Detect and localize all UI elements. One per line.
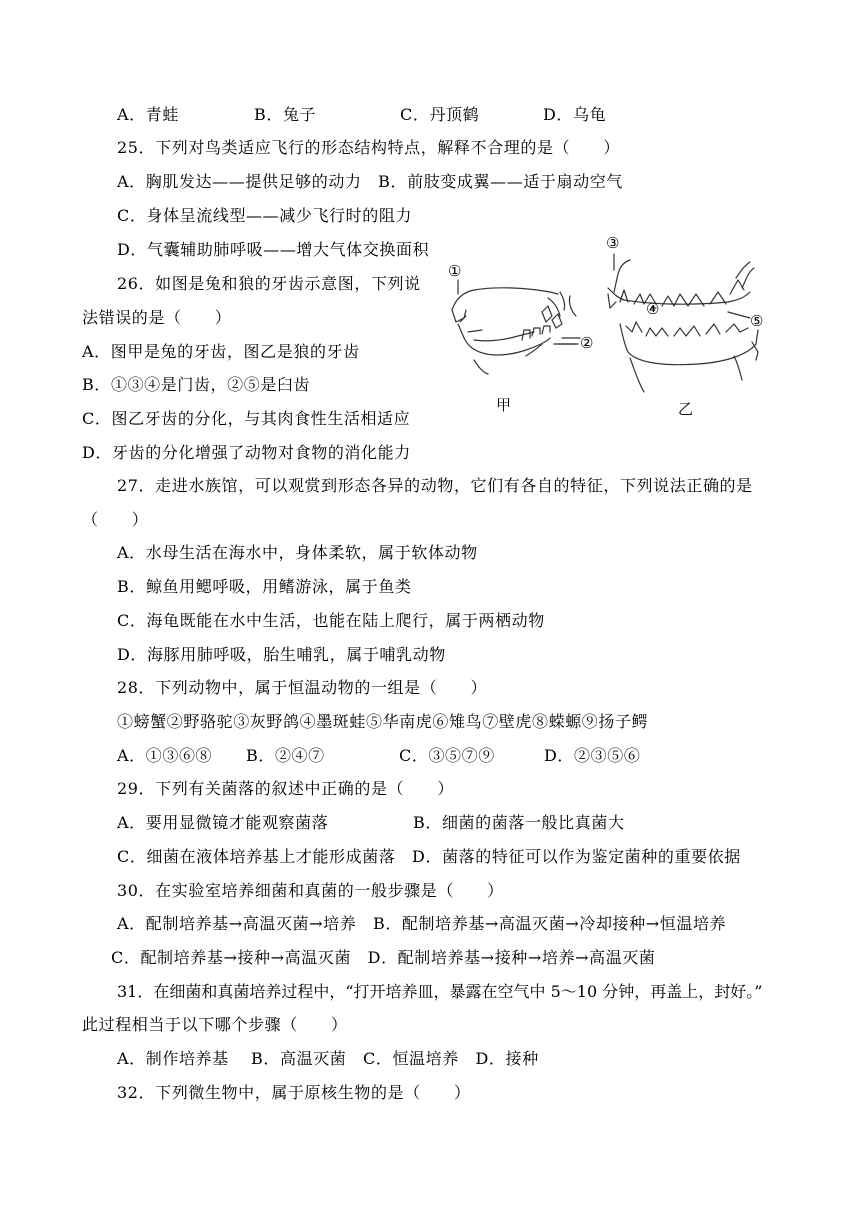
q26-stem-line1: 26．如图是兔和狼的牙齿示意图，下列说 [117,274,421,293]
q25-stem: 25．下列对鸟类适应飞行的形态结构特点，解释不合理的是（ ） [117,138,620,157]
q31-options: A．制作培养基 B．高温灭菌 C．恒温培养 D．接种 [117,1049,539,1068]
q24-option-c: C．丹顶鹤 [400,105,480,124]
q30-options-cd: C．配制培养基→接种→高温灭菌 D．配制培养基→接种→培养→高温灭菌 [111,948,656,967]
q29-options-cd: C．细菌在液体培养基上才能形成菌落 D．菌落的特征可以作为鉴定菌种的重要依据 [117,847,741,866]
q29-options-ab [117,812,625,834]
q28-stem: 28．下列动物中，属于恒温动物的一组是（ ） [117,678,488,697]
q27-option-a: A．水母生活在海水中，身体柔软，属于软体动物 [117,543,478,562]
q25-option-c: C．身体呈流线型——减少飞行时的阻力 [117,206,413,225]
q28-option-b: B．②④⑦ [246,746,325,765]
q24-option-b: B．兔子 [254,105,317,124]
q27-option-d: D．海豚用肺呼吸，胎生哺乳，属于哺乳动物 [117,645,446,664]
q26-option-c: C．图乙牙齿的分化，与其肉食性生活相适应 [82,409,411,428]
q28-list: ①螃蟹②野骆驼③灰野鸽④墨斑蛙⑤华南虎⑥雉鸟⑦壁虎⑧蝾螈⑨扬子鳄 [117,712,649,731]
caption-jia: 甲 [496,396,512,414]
q28-option-d: D．②③⑤⑥ [544,746,641,765]
caption-yi: 乙 [678,400,694,418]
q25-options-ab: A．胸肌发达——提供足够的动力 B．前肢变成翼——适于扇动空气 [117,172,623,191]
q24-option-a: A．青蛙 [117,105,179,124]
label-2: ② [580,334,594,352]
q27-paren: （ ） [82,510,149,529]
teeth-diagram [438,232,778,422]
q27-option-c: C．海龟既能在水中生活，也能在陆上爬行，属于两栖动物 [117,611,545,630]
q29-option-a: A．要用显微镜才能观察菌落 [117,813,329,832]
q26-stem-line2: 法错误的是（ ） [82,308,232,327]
label-5: ⑤ [750,312,764,330]
q31-stem-line1: 31．在细菌和真菌培养过程中，“打开培养皿，暴露在空气中 5～10 分钟，再盖上，封好。” [117,982,763,1001]
q25-option-d: D．气囊辅助肺呼吸——增大气体交换面积 [117,240,430,259]
q32-stem: 32．下列微生物中，属于原核生物的是（ ） [117,1083,471,1102]
q29-stem: 29．下列有关菌落的叙述中正确的是（ ） [117,779,454,798]
rabbit-skull-drawing [452,288,580,374]
q29-option-b: B．细菌的菌落一般比真菌大 [413,813,625,832]
label-3: ③ [606,234,620,252]
label-4: ④ [646,300,660,318]
q28-options [117,745,640,767]
q26-option-b: B．①③④是门齿，②⑤是臼齿 [82,375,311,394]
q24-options [117,104,606,126]
q26-option-d: D．牙齿的分化增强了动物对食物的消化能力 [82,443,411,462]
q28-option-a: A．①③⑥⑧ [117,746,213,765]
label-line-5 [728,312,750,318]
q26-option-a: A．图甲是兔的牙齿，图乙是狼的牙齿 [82,342,360,361]
q30-options-ab: A．配制培养基→高温灭菌→培养 B．配制培养基→高温灭菌→冷却接种→恒温培养 [117,914,727,933]
label-1: ① [448,262,462,280]
teeth-figure [438,232,778,422]
q31-stem-line2: 此过程相当于以下哪个步骤（ ） [82,1015,348,1034]
q27-stem: 27．走进水族馆，可以观赏到形态各异的动物，它们有各自的特征，下列说法正确的是 [117,476,753,495]
q30-stem: 30．在实验室培养细菌和真菌的一般步骤是（ ） [117,881,504,900]
q24-option-d: D．乌龟 [543,105,607,124]
q27-option-b: B．鲸鱼用鳃呼吸，用鳍游泳，属于鱼类 [117,577,412,596]
q28-option-c: C．③⑤⑦⑨ [399,746,495,765]
wolf-skull-drawing [608,260,758,392]
